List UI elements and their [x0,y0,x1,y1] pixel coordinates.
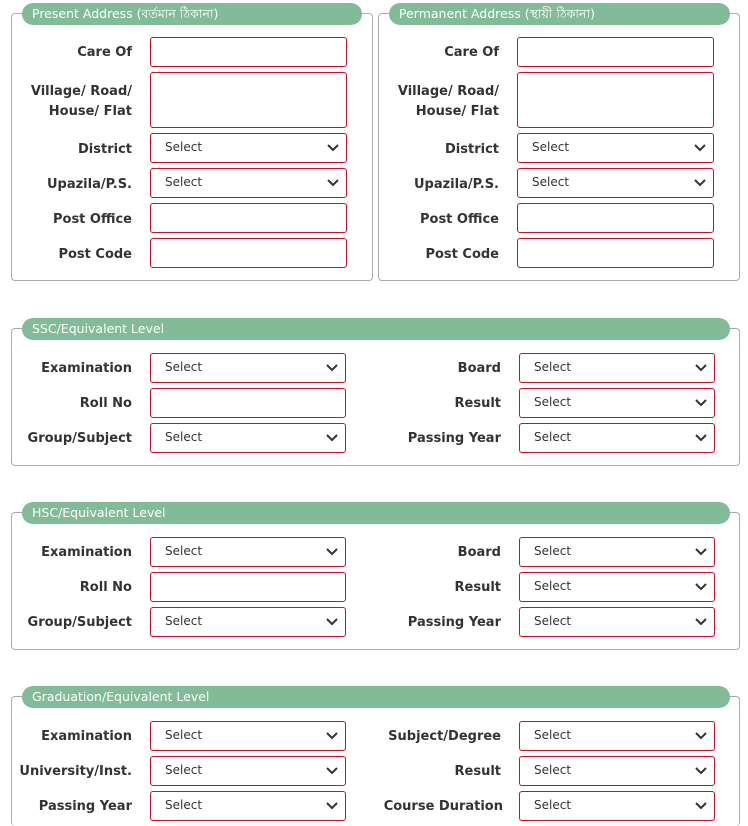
chevron-down-icon [325,432,339,444]
ssc-passing-year-label: Passing Year [407,431,501,446]
chevron-down-icon [694,362,708,374]
chevron-down-icon [694,546,708,558]
ssc-board-label: Board [457,361,501,376]
permanent-village-label: Village/ Road/ House/ Flat [397,84,499,119]
select-value: Select [532,175,570,189]
graduation-legend: Graduation/Equivalent Level [22,686,730,708]
present-upazila-select[interactable] [150,168,347,198]
ssc-board-select[interactable] [519,353,715,383]
hsc-group-subject-select[interactable] [150,607,346,637]
ssc-group-subject-label: Group/Subject [27,431,132,446]
permanent-village-input[interactable] [517,72,714,128]
chevron-down-icon [694,581,708,593]
ssc-group-subject-select[interactable] [150,423,346,453]
chevron-down-icon [326,177,340,189]
permanent-post-office-label: Post Office [419,212,499,227]
hsc-roll-no-input[interactable] [150,572,346,602]
select-value: Select [534,360,572,374]
chevron-down-icon [694,432,708,444]
present-village-label: Village/ Road/ House/ Flat [30,84,132,119]
hsc-passing-year-label: Passing Year [407,615,501,630]
permanent-upazila-label: Upazila/P.S. [413,177,499,192]
select-value: Select [165,140,203,154]
ssc-passing-year-select[interactable] [519,423,715,453]
chevron-down-icon [326,142,340,154]
select-value: Select [165,763,203,777]
hsc-examination-label: Examination [41,545,132,560]
hsc-result-label: Result [454,580,501,595]
hsc-roll-no-label: Roll No [79,580,132,595]
permanent-post-code-input[interactable] [517,238,714,268]
select-value: Select [165,430,203,444]
chevron-down-icon [694,397,708,409]
permanent-post-code-label: Post Code [425,247,499,262]
chevron-down-icon [325,616,339,628]
graduation-examination-select[interactable] [150,721,346,751]
chevron-down-icon [694,800,708,812]
graduation-university-label: University/Inst. [19,764,132,779]
hsc-examination-select[interactable] [150,537,346,567]
select-value: Select [165,360,203,374]
permanent-district-label: District [445,142,499,157]
graduation-passing-year-select[interactable] [150,791,346,821]
select-value: Select [534,798,572,812]
ssc-roll-no-label: Roll No [79,396,132,411]
graduation-university-select[interactable] [150,756,346,786]
permanent-district-select[interactable] [517,133,714,163]
ssc-roll-no-input[interactable] [150,388,346,418]
select-value: Select [534,763,572,777]
present-post-office-input[interactable] [150,203,347,233]
select-value: Select [165,798,203,812]
ssc-examination-select[interactable] [150,353,346,383]
select-value: Select [532,140,570,154]
graduation-passing-year-label: Passing Year [38,799,132,814]
chevron-down-icon [325,546,339,558]
select-value: Select [534,728,572,742]
hsc-board-label: Board [457,545,501,560]
permanent-upazila-select[interactable] [517,168,714,198]
present-post-office-label: Post Office [52,212,132,227]
select-value: Select [165,544,203,558]
select-value: Select [165,614,203,628]
hsc-legend: HSC/Equivalent Level [22,502,730,524]
chevron-down-icon [693,177,707,189]
select-value: Select [534,430,572,444]
present-upazila-label: Upazila/P.S. [46,177,132,192]
chevron-down-icon [693,142,707,154]
chevron-down-icon [325,730,339,742]
chevron-down-icon [325,362,339,374]
select-value: Select [165,175,203,189]
present-care-of-input[interactable] [150,37,347,67]
hsc-board-select[interactable] [519,537,715,567]
select-value: Select [534,579,572,593]
graduation-examination-label: Examination [41,729,132,744]
ssc-result-label: Result [454,396,501,411]
present-address-legend: Present Address (বর্তমান ঠিকানা) [22,3,362,25]
chevron-down-icon [694,730,708,742]
select-value: Select [534,395,572,409]
select-value: Select [534,614,572,628]
permanent-post-office-input[interactable] [517,203,714,233]
permanent-address-legend: Permanent Address (স্থায়ী ঠিকানা) [389,3,730,25]
present-care-of-label: Care Of [77,45,132,60]
permanent-care-of-input[interactable] [517,37,714,67]
graduation-result-select[interactable] [519,756,715,786]
select-value: Select [534,544,572,558]
chevron-down-icon [325,765,339,777]
hsc-result-select[interactable] [519,572,715,602]
present-post-code-input[interactable] [150,238,347,268]
graduation-subject-degree-select[interactable] [519,721,715,751]
hsc-passing-year-select[interactable] [519,607,715,637]
select-value: Select [165,728,203,742]
ssc-result-select[interactable] [519,388,715,418]
graduation-course-duration-label: Course Duration [383,799,503,814]
present-district-select[interactable] [150,133,347,163]
graduation-subject-degree-label: Subject/Degree [388,729,501,744]
ssc-legend: SSC/Equivalent Level [22,318,730,340]
present-post-code-label: Post Code [58,247,132,262]
ssc-examination-label: Examination [41,361,132,376]
present-village-input[interactable] [150,72,347,128]
permanent-care-of-label: Care Of [444,45,499,60]
chevron-down-icon [325,800,339,812]
chevron-down-icon [694,765,708,777]
present-district-label: District [78,142,132,157]
graduation-result-label: Result [454,764,501,779]
hsc-group-subject-label: Group/Subject [27,615,132,630]
chevron-down-icon [694,616,708,628]
graduation-course-duration-select[interactable] [519,791,715,821]
